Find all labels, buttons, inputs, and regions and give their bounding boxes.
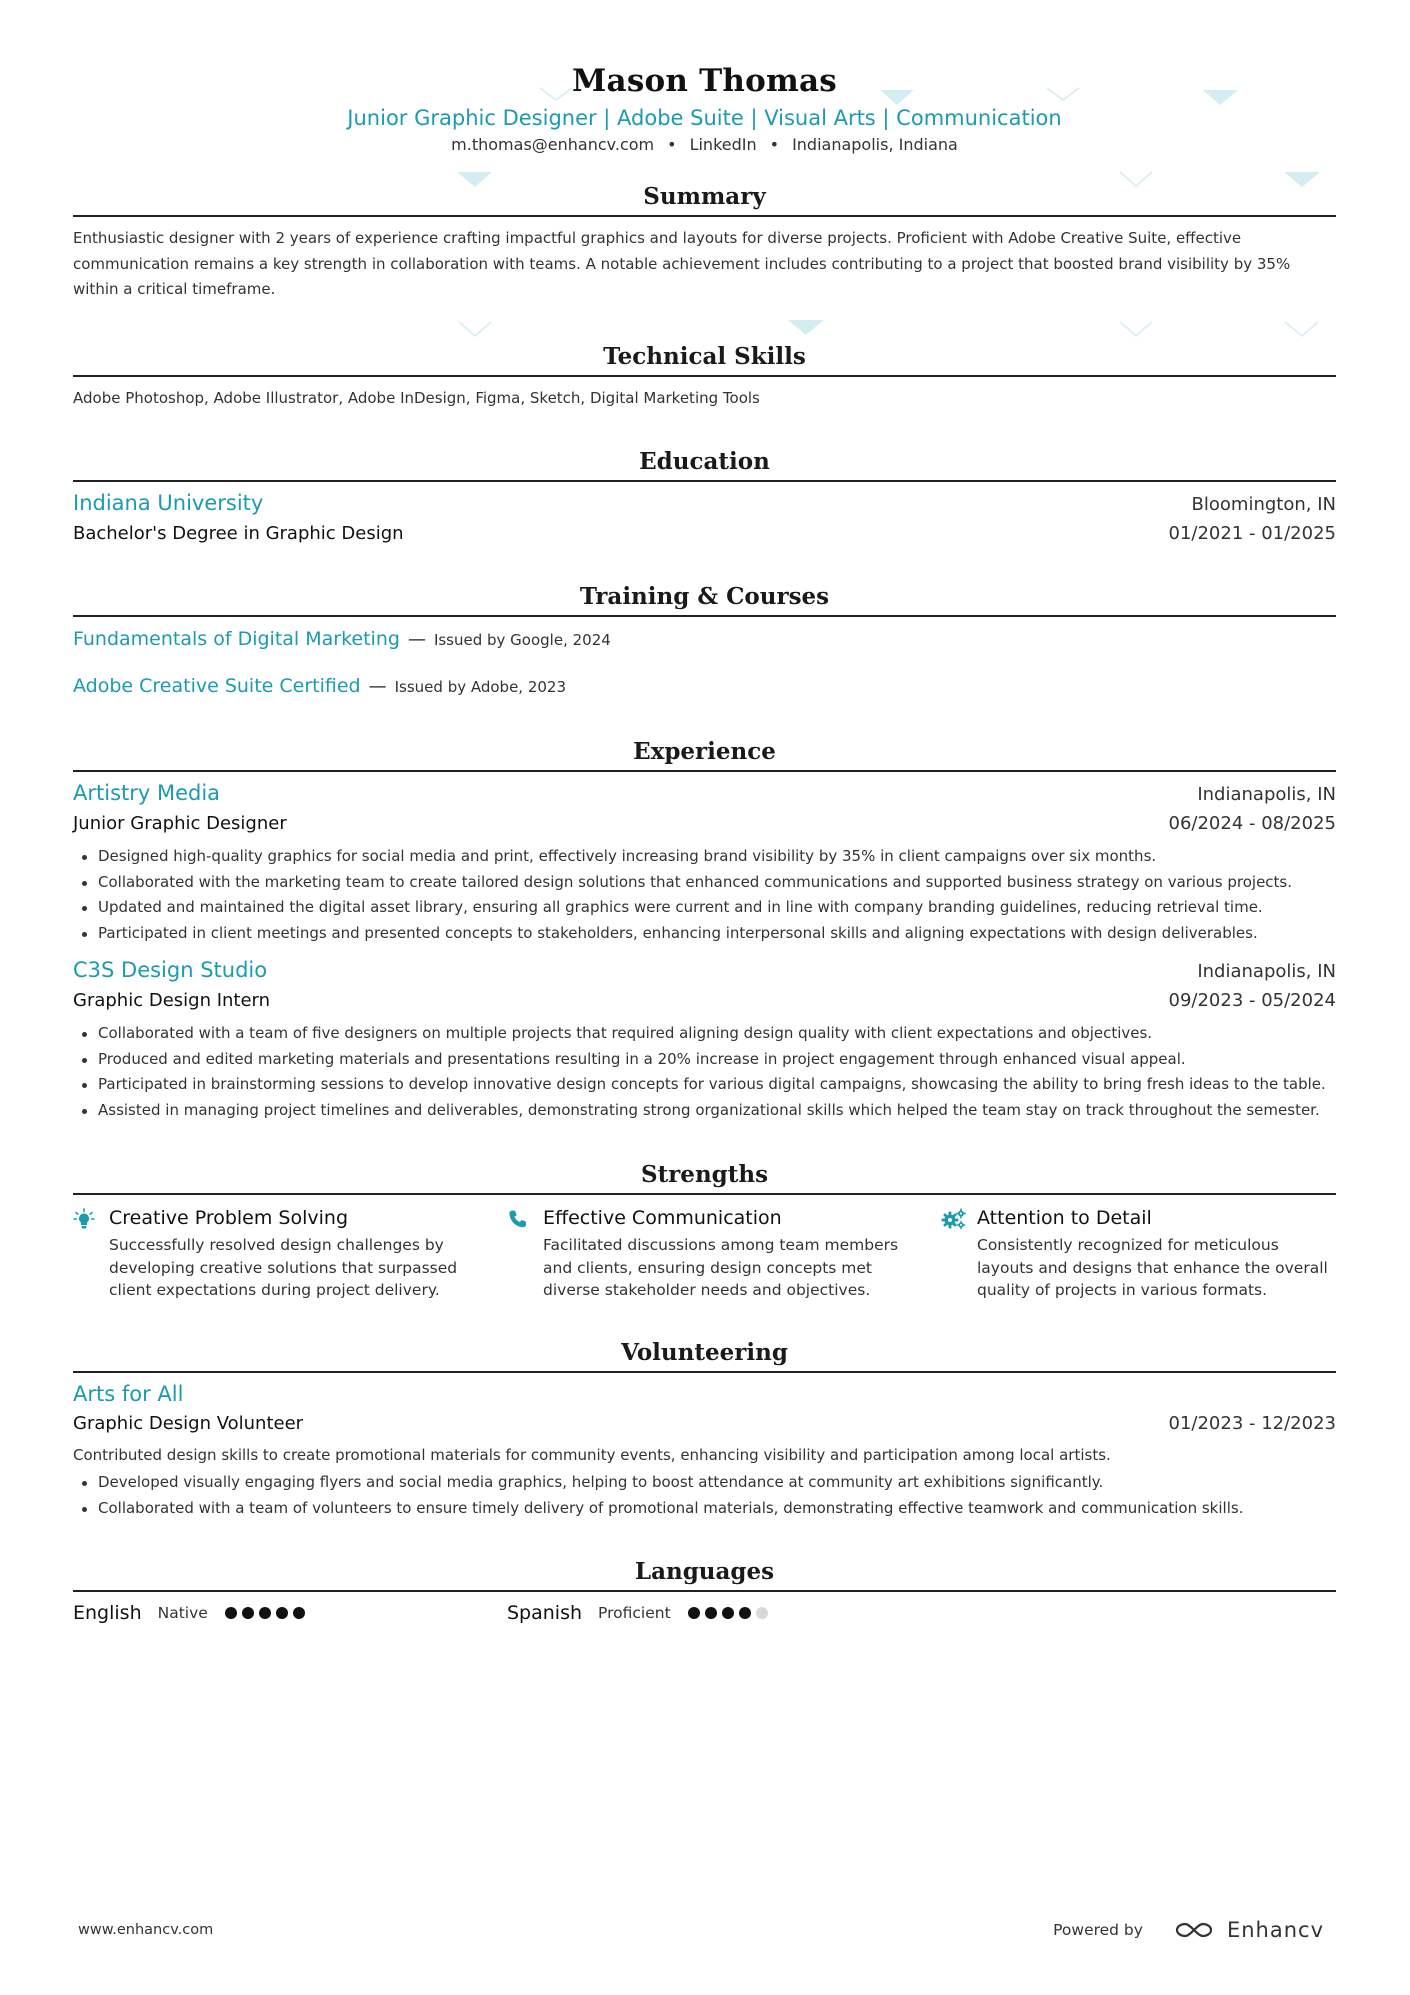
volunteering-section	[73, 1333, 1336, 1522]
summary-section	[73, 177, 1336, 303]
separator: •	[769, 135, 780, 154]
experience-bullets	[73, 844, 1336, 946]
powered-by	[1053, 1918, 1324, 1942]
section-title-volunteering: Volunteering	[73, 1333, 1336, 1373]
section-title-skills: Technical Skills	[73, 337, 1336, 377]
volunteer-role: Graphic Design Volunteer	[73, 1412, 304, 1434]
experience-bullets	[73, 1021, 1336, 1123]
section-title-education: Education	[73, 442, 1336, 482]
rating-dot	[756, 1607, 768, 1619]
course-dash: —	[407, 629, 426, 650]
course-dash: —	[368, 676, 387, 697]
bullet-item: Produced and edited marketing materials and presentations resulting in a 20% increase in project engagement through enhanced visual appeal.	[73, 1047, 1336, 1073]
bullet-item: Collaborated with the marketing team to create tailored design solutions that enhanced communications and supported business strategy on various projects.	[73, 870, 1336, 896]
experience-section	[73, 732, 1336, 1123]
course-name: Adobe Creative Suite Certified	[73, 675, 361, 697]
bullet-item: Participated in brainstorming sessions to develop innovative design concepts for various digital campaigns, showcasing the ability to bring fresh ideas to the table.	[73, 1072, 1336, 1098]
strength-title: Effective Communication	[543, 1207, 782, 1229]
language-rating	[225, 1607, 310, 1619]
bullet-item: Updated and maintained the digital asset library, ensuring all graphics were current and in line with company branding guidelines, reducing retrieval time.	[73, 895, 1336, 921]
job-dates: 06/2024 - 08/2025	[1168, 813, 1336, 834]
contact-info	[73, 133, 1336, 157]
course-item	[73, 625, 1336, 654]
bullet-item: Collaborated with a team of volunteers to ensure timely delivery of promotional materials, demonstrating effective teamwork and communication skills.	[73, 1496, 1336, 1522]
company-location: Indianapolis, IN	[1197, 961, 1336, 982]
volunteering-entry	[73, 1380, 1336, 1522]
school-location: Bloomington, IN	[1191, 494, 1336, 515]
footer-website-link[interactable]: www.enhancv.com	[78, 1922, 214, 1938]
language-item	[507, 1602, 941, 1624]
page-footer	[78, 1918, 1324, 1942]
email-link[interactable]: m.thomas@enhancv.com	[451, 135, 655, 154]
powered-by-text: Powered by	[1053, 1921, 1143, 1939]
section-title-experience: Experience	[73, 732, 1336, 772]
phone-icon	[507, 1205, 543, 1302]
rating-dot	[688, 1607, 700, 1619]
linkedin-link[interactable]: LinkedIn	[689, 135, 757, 154]
course-item	[73, 672, 1336, 701]
rating-dot	[276, 1607, 288, 1619]
lightbulb-icon	[73, 1205, 109, 1302]
experience-entry	[73, 956, 1336, 1123]
skills-section	[73, 337, 1336, 412]
experience-entry	[73, 779, 1336, 946]
volunteer-dates: 01/2023 - 12/2023	[1168, 1412, 1336, 1434]
rating-dot	[739, 1607, 751, 1619]
degree-name: Bachelor's Degree in Graphic Design	[73, 523, 404, 544]
job-title: Graphic Design Intern	[73, 990, 271, 1011]
language-name: Spanish	[507, 1602, 583, 1624]
language-rating	[688, 1607, 773, 1619]
language-level: Native	[157, 1604, 208, 1622]
job-title: Junior Graphic Designer	[73, 813, 287, 834]
strength-description: Facilitated discussions among team members and clients, ensuring design concepts met diverse stakeholder needs and objectives.	[543, 1236, 899, 1299]
company-name: Artistry Media	[73, 781, 221, 805]
language-item	[73, 1602, 507, 1624]
languages-section	[73, 1552, 1336, 1624]
rating-dot	[242, 1607, 254, 1619]
strength-item	[941, 1205, 1375, 1302]
volunteer-description: Contributed design skills to create promotional materials for community events, enhancing visibility and participation among local artists.	[73, 1445, 1111, 1464]
strength-title: Attention to Detail	[977, 1207, 1152, 1229]
section-title-languages: Languages	[73, 1552, 1336, 1592]
strength-description: Consistently recognized for meticulous layouts and designs that enhance the overall quality of projects in various formats.	[977, 1236, 1328, 1299]
bullet-item: Assisted in managing project timelines and deliverables, demonstrating strong organizational skills which helped the team stay on track throughout the semester.	[73, 1098, 1336, 1124]
education-dates: 01/2021 - 01/2025	[1168, 523, 1336, 544]
summary-text: Enthusiastic designer with 2 years of experience crafting impactful graphics and layouts for diverse projects. Proficient with Adobe Creative Suite, effective communication remains a key strength in collaboration with teams. A notable achievement includes contributing to a project that boosted brand visibility by 35% within a critical timeframe.	[73, 229, 1291, 298]
bullet-item: Collaborated with a team of five designers on multiple projects that required aligning design quality with client expectations and objectives.	[73, 1021, 1336, 1047]
strength-title: Creative Problem Solving	[109, 1207, 349, 1229]
language-level: Proficient	[598, 1604, 671, 1622]
strengths-grid	[73, 1205, 1336, 1302]
rating-dot	[705, 1607, 717, 1619]
candidate-headline: Junior Graphic Designer | Adobe Suite | Visual Arts | Communication	[347, 106, 1062, 130]
volunteer-bullets	[73, 1470, 1336, 1521]
strengths-section	[73, 1155, 1336, 1302]
course-issuer: Issued by Google, 2024	[433, 631, 611, 649]
enhancv-logo-icon	[1171, 1918, 1217, 1942]
gears-icon	[941, 1205, 977, 1302]
school-name: Indiana University	[73, 491, 264, 515]
skills-text: Adobe Photoshop, Adobe Illustrator, Adobe InDesign, Figma, Sketch, Digital Marketing Tools	[73, 388, 760, 407]
training-section	[73, 577, 1336, 701]
candidate-name: Mason Thomas	[572, 63, 837, 99]
strength-item	[73, 1205, 507, 1302]
bullet-item: Designed high-quality graphics for social media and print, effectively increasing brand visibility by 35% in client campaigns over six months.	[73, 844, 1336, 870]
bullet-item: Developed visually engaging flyers and social media graphics, helping to boost attendance at community art exhibitions significantly.	[73, 1470, 1336, 1496]
strength-description: Successfully resolved design challenges by developing creative solutions that surpassed client expectations during project delivery.	[109, 1236, 458, 1299]
strength-item	[507, 1205, 941, 1302]
bullet-item: Participated in client meetings and presented concepts to stakeholders, enhancing interpersonal skills and aligning expectations with design deliverables.	[73, 921, 1336, 947]
language-name: English	[73, 1602, 142, 1624]
enhancv-brand-name: Enhancv	[1226, 1918, 1324, 1942]
rating-dot	[293, 1607, 305, 1619]
company-name: C3S Design Studio	[73, 958, 268, 982]
resume-header	[73, 60, 1336, 157]
course-name: Fundamentals of Digital Marketing	[73, 628, 400, 650]
rating-dot	[225, 1607, 237, 1619]
job-dates: 09/2023 - 05/2024	[1168, 990, 1336, 1011]
rating-dot	[259, 1607, 271, 1619]
location-text: Indianapolis, Indiana	[792, 135, 958, 154]
volunteer-org: Arts for All	[73, 1381, 184, 1406]
resume-content	[73, 60, 1336, 1624]
separator: •	[667, 135, 677, 154]
rating-dot	[722, 1607, 734, 1619]
course-issuer: Issued by Adobe, 2023	[394, 678, 567, 696]
languages-list	[73, 1602, 1336, 1624]
section-title-summary: Summary	[73, 177, 1336, 217]
education-entry	[73, 489, 1336, 548]
education-section	[73, 442, 1336, 548]
section-title-strengths: Strengths	[73, 1155, 1336, 1195]
section-title-training: Training & Courses	[73, 577, 1336, 617]
company-location: Indianapolis, IN	[1197, 784, 1336, 805]
